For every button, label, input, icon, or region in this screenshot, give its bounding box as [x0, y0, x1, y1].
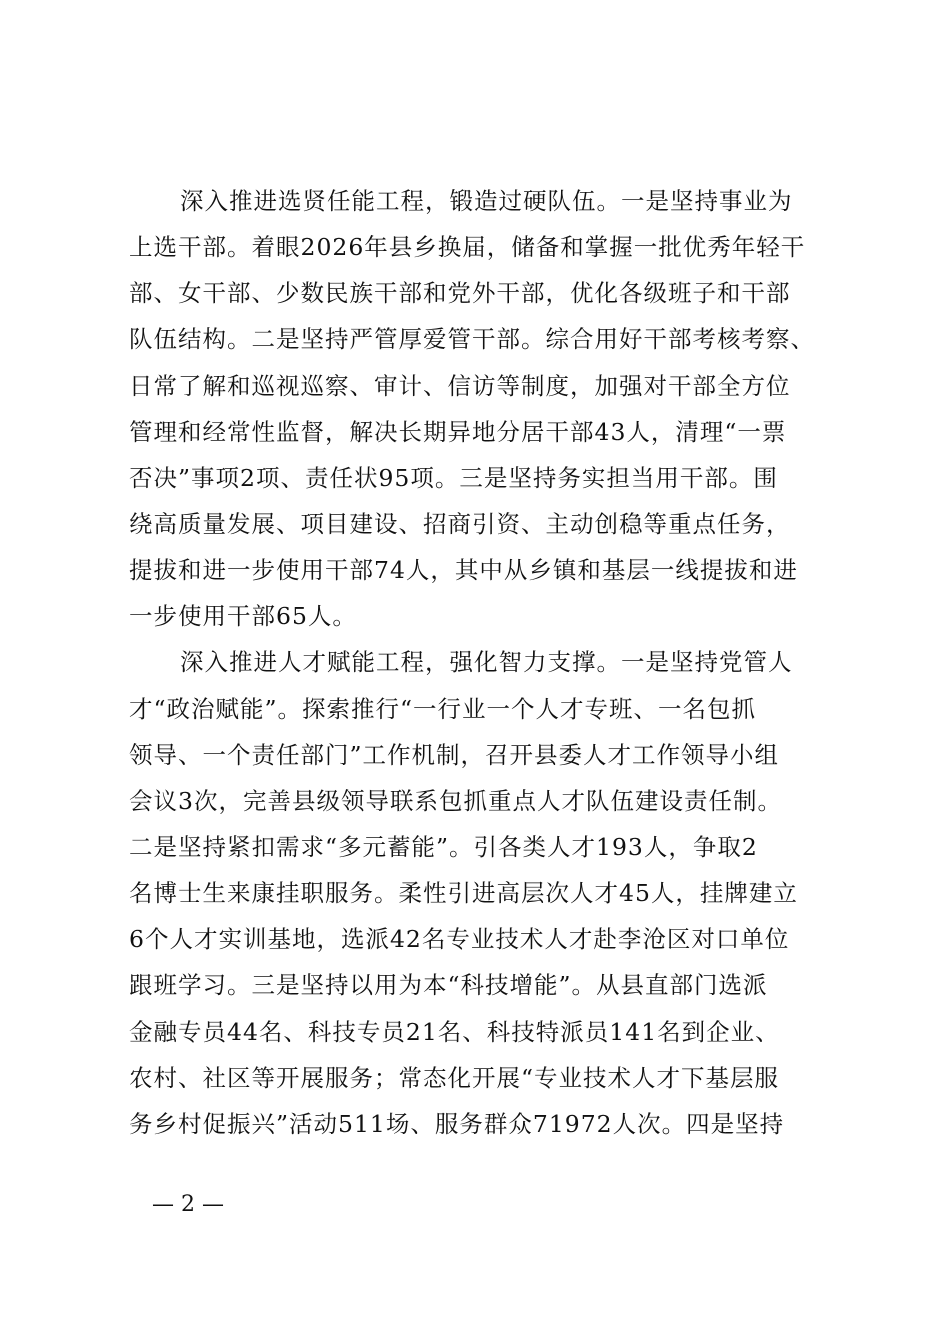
paragraph-1-line-3: 部、女干部、少数民族干部和党外干部，优化各级班子和干部 [129, 279, 791, 308]
paragraph-2-line-6: 名博士生来康挂职服务。柔性引进高层次人才45人，挂牌建立 [129, 879, 798, 908]
paragraph-2-line-2: 才“政治赋能”。探索推行“一行业一个人才专班、一名包抓 [129, 694, 757, 723]
body-text [129, 178, 849, 1147]
paragraph-1-line-10: 一步使用干部65人。 [129, 602, 357, 631]
paragraph-1-line-8: 绕高质量发展、项目建设、招商引资、主动创稳等重点任务， [129, 509, 791, 538]
paragraph-2-line-11: 务乡村促振兴”活动511场、服务群众71972人次。四是坚持 [129, 1109, 785, 1138]
paragraph-2-line-9: 金融专员44名、科技专员21名、科技特派员141名到企业、 [129, 1017, 780, 1046]
paragraph-1-line-6: 管理和经常性监督，解决长期异地分居干部43人，清理“一票 [129, 417, 787, 446]
paragraph-1-line-5: 日常了解和巡视巡察、审计、信访等制度，加强对干部全方位 [129, 371, 791, 400]
paragraph-1-line-9: 提拔和进一步使用干部74人，其中从乡镇和基层一线提拔和进 [129, 556, 798, 585]
paragraph-2-line-7: 6个人才实训基地，选派42名专业技术人才赴李沧区对口单位 [129, 925, 790, 954]
paragraph-2-line-1: 深入推进人才赋能工程，强化智力支撑。一是坚持党管人 [180, 648, 793, 677]
paragraph-2-line-5: 二是坚持紧扣需求“多元蓄能”。引各类人才193人，争取2 [129, 832, 758, 861]
paragraph-1-line-2: 上选干部。着眼2026年县乡换届，储备和掌握一批优秀年轻干 [129, 233, 806, 262]
paragraph-2-line-8: 跟班学习。三是坚持以用为本“科技增能”。从县直部门选派 [129, 971, 768, 1000]
paragraph-1-line-7: 否决”事项2项、责任状95项。三是坚持务实担当用干部。围 [129, 463, 778, 492]
paragraph-1-line-1: 深入推进选贤任能工程，锻造过硬队伍。一是坚持事业为 [180, 187, 793, 215]
paragraph-2-line-4: 会议3次，完善县级领导联系包抓重点人才队伍建设责任制。 [129, 786, 782, 815]
paragraph-2-line-3: 领导、一个责任部门”工作机制，召开县委人才工作领导小组 [129, 740, 780, 769]
paragraph-1-line-4: 队伍结构。二是坚持严管厚爱管干部。综合用好干部考核考察、 [129, 325, 815, 354]
page-number: — 2 — [152, 1192, 224, 1217]
paragraph-2-line-10: 农村、社区等开展服务；常态化开展“专业技术人才下基层服 [129, 1063, 780, 1092]
